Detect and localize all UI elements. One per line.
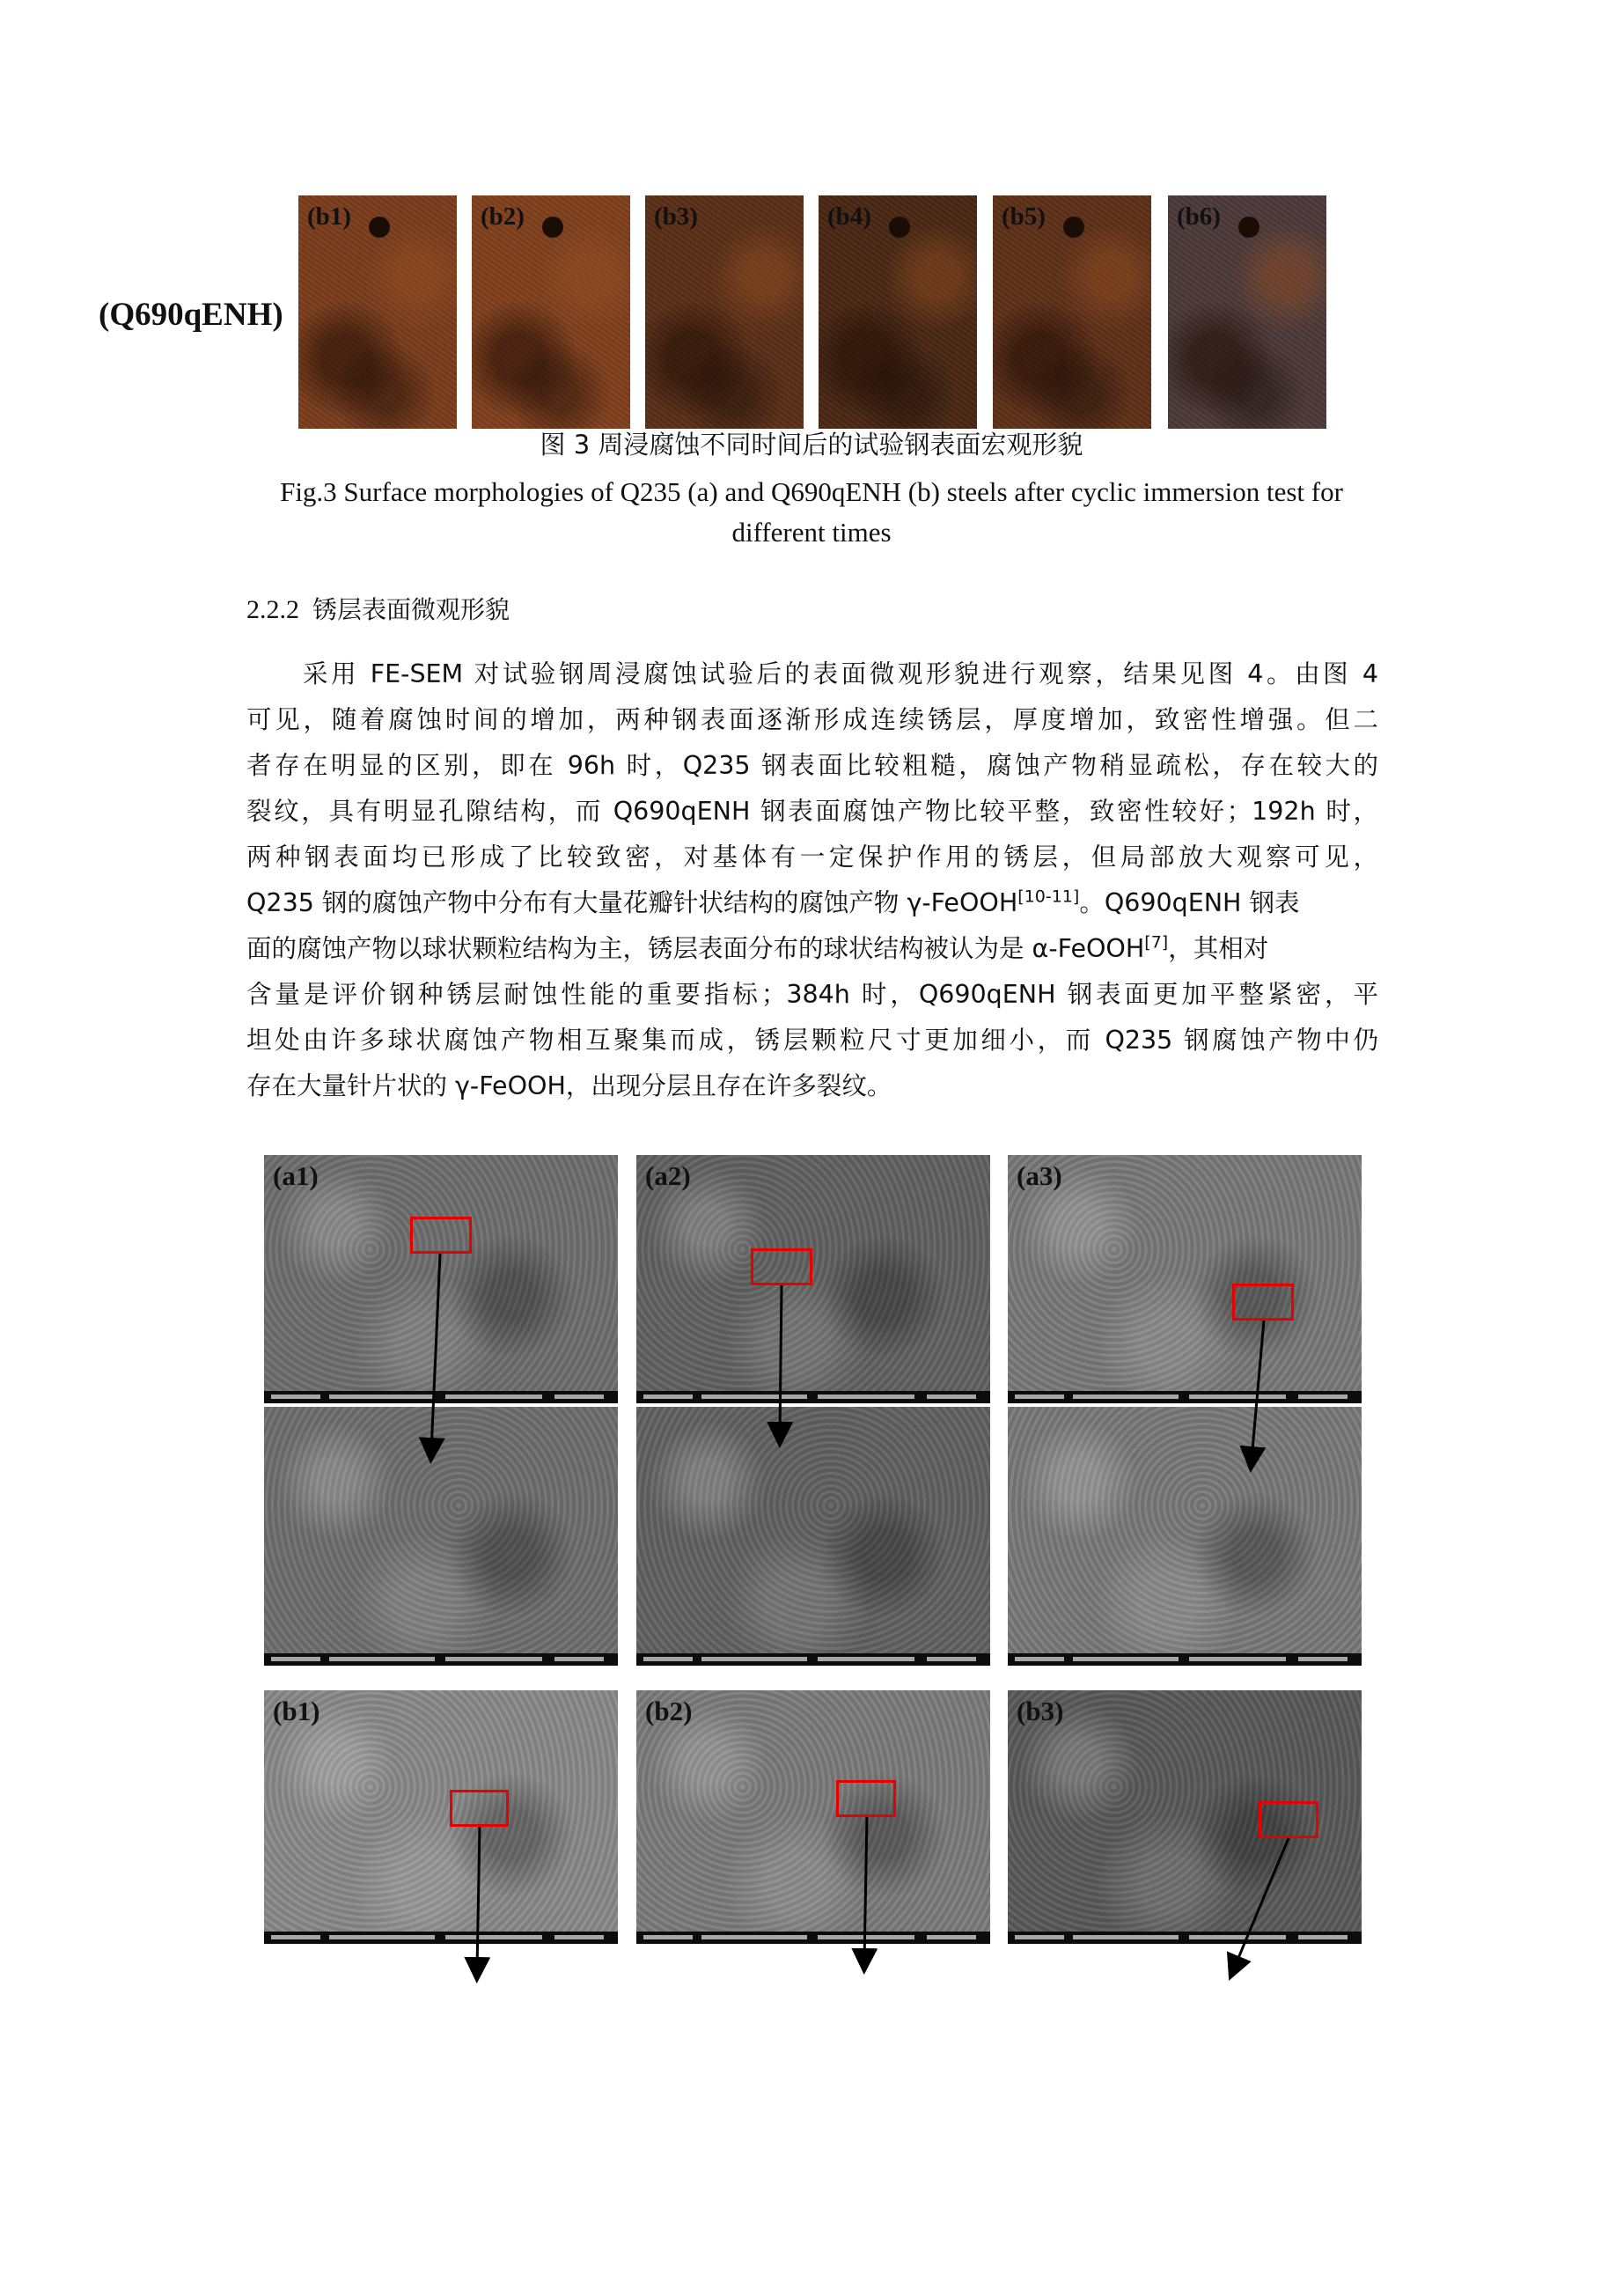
sem-panel-b2	[636, 1690, 990, 1944]
macro-photo-b3	[645, 195, 804, 429]
panel-label: (b3)	[654, 202, 698, 231]
sem-info-bar	[636, 1653, 990, 1666]
text-run: Q235 钢的腐蚀产物中分布有大量花瓣针状结构的腐蚀产物 γ-FeOOH	[246, 888, 1018, 917]
zoom-region-box	[836, 1780, 896, 1817]
zoom-region-box	[410, 1217, 472, 1254]
sem-info-bar	[264, 1391, 618, 1403]
figure3-caption-cn: 图 3 周浸腐蚀不同时间后的试验钢表面宏观形貌	[540, 430, 1083, 460]
panel-label: (b1)	[273, 1696, 320, 1726]
zoom-region-box	[751, 1248, 812, 1285]
zoom-region-box	[1259, 1801, 1318, 1838]
paragraph-line: 可见，随着腐蚀时间的增加，两种钢表面逐渐形成连续锈层，厚度增加，致密性增强。但二	[246, 705, 1378, 734]
panel-label: (b2)	[481, 202, 525, 231]
section-heading	[246, 592, 510, 629]
sem-panel-a3	[1008, 1155, 1362, 1666]
panel-label: (a3)	[1017, 1160, 1062, 1191]
panel-label: (b4)	[827, 202, 871, 231]
figure3-row-label: (Q690qENH)	[99, 297, 283, 333]
text-run: ，其相对	[1168, 934, 1269, 963]
sem-panel-b1	[264, 1690, 618, 1944]
sem-info-bar	[264, 1653, 618, 1666]
paragraph-line: 两种钢表面均已形成了比较致密，对基体有一定保护作用的锈层，但局部放大观察可见，	[246, 843, 1378, 872]
panel-label: (b2)	[645, 1696, 693, 1726]
panel-label: (a1)	[273, 1160, 319, 1191]
panel-label: (b6)	[1177, 202, 1221, 231]
paragraph-line	[246, 926, 1378, 972]
zoom-region-box	[1232, 1284, 1294, 1321]
macro-photo-b1	[298, 195, 457, 429]
specimen-hole	[889, 217, 910, 238]
macro-photo-b4	[819, 195, 977, 429]
paragraph-line: 采用 FE-SEM 对试验钢周浸腐蚀试验后的表面微观形貌进行观察，结果见图 4。由图 4	[303, 659, 1378, 688]
sem-panel-b3	[1008, 1690, 1362, 1944]
text-run: 面的腐蚀产物以球状颗粒结构为主，锈层表面分布的球状结构被认为是 α-FeOOH	[246, 934, 1145, 963]
paragraph-line: 存在大量针片状的 γ-FeOOH，出现分层且存在许多裂纹。	[246, 1071, 892, 1100]
sem-magnified-image	[636, 1407, 990, 1653]
sem-info-bar	[1008, 1653, 1362, 1666]
panel-label: (b5)	[1002, 202, 1046, 231]
panel-label: (b3)	[1017, 1696, 1064, 1726]
figure3-caption-en: Fig.3 Surface morphologies of Q235 (a) and Q690qENH (b) steels after cyclic immersion test for	[280, 476, 1343, 507]
paragraph-line: 含量是评价钢种锈层耐蚀性能的重要指标；384h 时，Q690qENH 钢表面更加平整紧密，平	[246, 980, 1378, 1009]
sem-magnified-image	[1008, 1407, 1362, 1653]
zoom-region-box	[450, 1790, 509, 1827]
citation: [7]	[1144, 932, 1169, 953]
macro-photo-b6	[1168, 195, 1326, 429]
sem-magnified-image	[264, 1407, 618, 1653]
panel-label: (a2)	[645, 1160, 691, 1191]
paragraph-line: 者存在明显的区别，即在 96h 时，Q235 钢表面比较粗糙，腐蚀产物稍显疏松，存在较大的	[246, 751, 1378, 780]
macro-photo-b5	[993, 195, 1151, 429]
panel-label: (b1)	[307, 202, 351, 231]
specimen-hole	[542, 217, 563, 238]
sem-panel-a2	[636, 1155, 990, 1666]
citation: [10-11]	[1017, 887, 1080, 907]
sem-panel-a1	[264, 1155, 618, 1666]
sem-info-bar	[1008, 1391, 1362, 1403]
paragraph-line	[246, 880, 1378, 926]
specimen-hole	[1063, 217, 1084, 238]
paragraph-line: 裂纹，具有明显孔隙结构，而 Q690qENH 钢表面腐蚀产物比较平整，致密性较好；192h 时，	[246, 797, 1378, 826]
sem-info-bar	[1008, 1932, 1362, 1944]
section-title: 锈层表面微观形貌	[312, 595, 510, 624]
specimen-hole	[369, 217, 390, 238]
sem-info-bar	[636, 1932, 990, 1944]
text-run: 。Q690qENH 钢表	[1079, 888, 1300, 917]
section-number: 2.2.2	[246, 595, 299, 624]
sem-info-bar	[636, 1391, 990, 1403]
sem-info-bar	[264, 1932, 618, 1944]
macro-photo-b2	[472, 195, 630, 429]
specimen-hole	[1238, 217, 1259, 238]
figure3-caption-en-cont: different times	[731, 517, 892, 548]
paragraph-line: 坦处由许多球状腐蚀产物相互聚集而成，锈层颗粒尺寸更加细小，而 Q235 钢腐蚀产物中仍	[246, 1026, 1378, 1055]
